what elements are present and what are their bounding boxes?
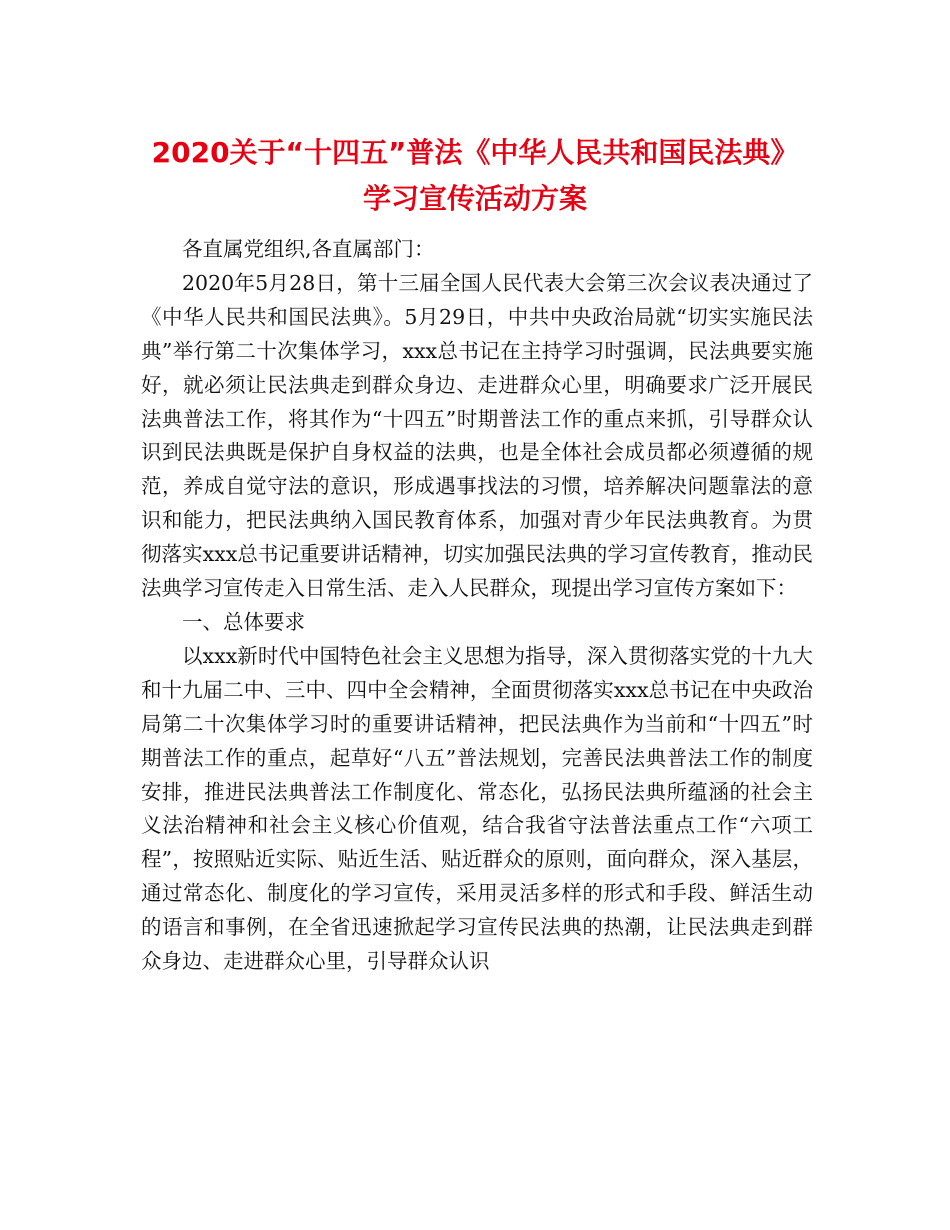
requirements-paragraph: 以xxx新时代中国特色社会主义思想为指导，深入贯彻落实党的十九大和十九届二中、三中、四中全会精神，全面贯彻落实xxx总书记在中央政治局第二十次集体学习时的重要讲话精神，把民法典作为当前和“十四五”时期普法工作的重点，起草好“八五”普法规划，完善民法典普法工作的制度安排，推进民法典普法工作制度化、常态化，弘扬民法典所蕴涵的社会主义法治精神和社会主义核心价值观，结合我省守法普法重点工作“六项工程”，按照贴近实际、贴近生活、贴近群众的原则，面向群众，深入基层，通过常态化、制度化的学习宣传，采用灵活多样的形式和手段、鲜活生动的语言和事例，在全省迅速掀起学习宣传民法典的热潮，让民法典走到群众身边、走进群众心里，引导群众认识 bbox=[141, 643, 813, 974]
section-heading: 一、总体要求 bbox=[182, 609, 305, 634]
salutation-paragraph: 各直属党组织,各直属部门： bbox=[182, 237, 435, 261]
document-title-line-1: 2020关于“十四五”普法《中华人民共和国民法典》 bbox=[151, 136, 799, 169]
document-title-line-2: 学习宣传活动方案 bbox=[362, 182, 587, 215]
document-body bbox=[141, 233, 813, 979]
intro-paragraph: 2020年5月28日，第十三届全国人民代表大会第三次会议表决通过了《中华人民共和国民法典》。5月29日，中共中央政治局就“切实实施民法典”举行第二十次集体学习，xxx总书记在主持学习时强调，民法典要实施好，就必须让民法典走到群众身边、走进群众心里，明确要求广泛开展民法典普法工作，将其作为“十四五”时期普法工作的重点来抓，引导群众认识到民法典既是保护自身权益的法典，也是全体社会成员都必须遵循的规范，养成自觉守法的意识，形成遇事找法的习惯，培养解决问题靠法的意识和能力，把民法典纳入国民教育体系，加强对青少年民法典教育。为贯彻落实xxx总书记重要讲话精神，切实加强民法典的学习宣传教育，推动民法典学习宣传走入日常生活、走入人民群众，现提出学习宣传方案如下： bbox=[141, 270, 813, 601]
